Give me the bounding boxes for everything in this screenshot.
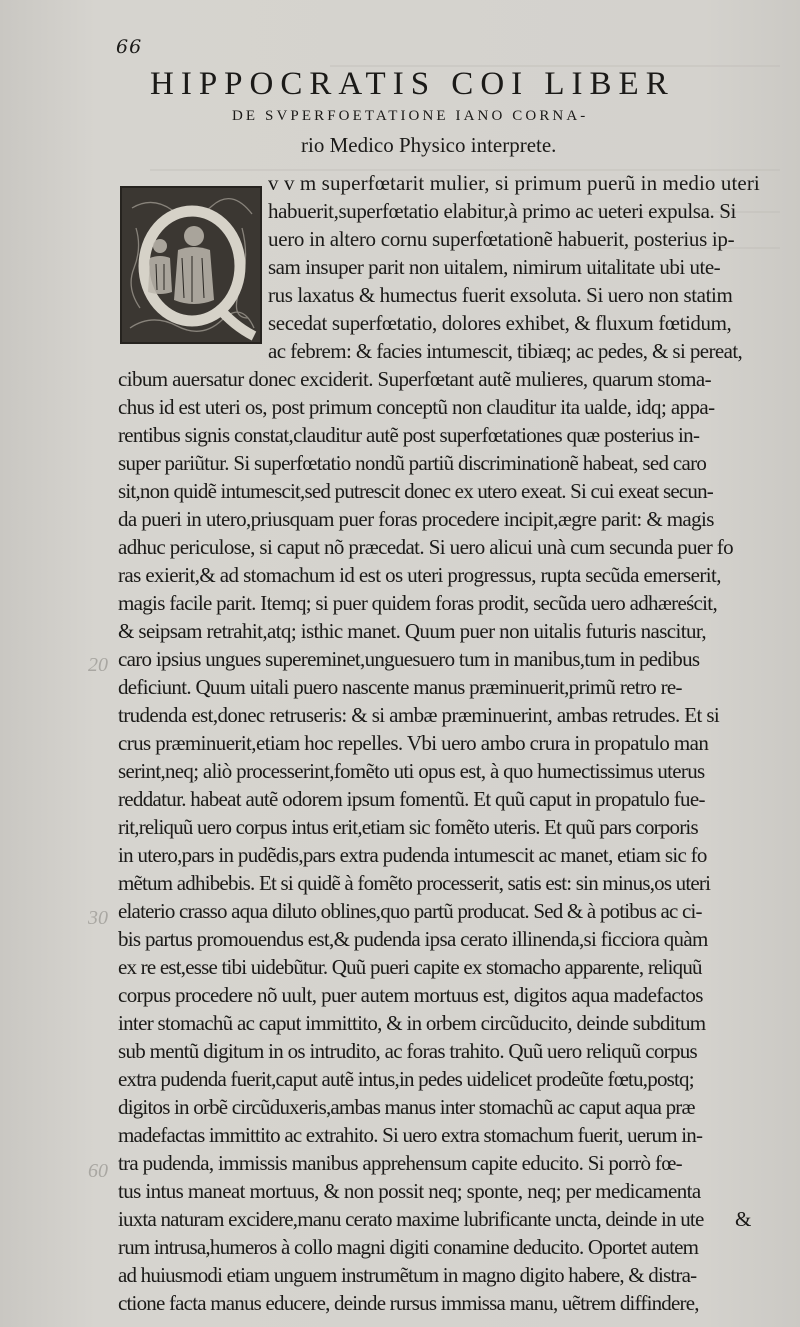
text-line: caro ipsius ungues supereminet,unguesuero tum in manibus,tum in pedibus: [118, 647, 700, 671]
margin-note: 30: [88, 907, 108, 929]
text-line: uero in altero cornu superfœtationẽ habuerit, posterius ip-: [268, 227, 735, 251]
book-title: HIPPOCRATIS COI LIBER: [150, 66, 675, 102]
text-line: & seipsam retrahit,atq; isthic manet. Quum puer non uitalis futuris nascitur,: [118, 619, 707, 643]
page-number: 66: [116, 36, 143, 58]
text-line: da pueri in utero,priusquam puer foras procedere incipit,ægre parit: & magis: [118, 507, 714, 531]
text-line: habuerit,superfœtatio elabitur,à primo ac ueteri expulsa. Si: [268, 199, 736, 223]
text-line: iuxta naturam excidere,manu cerato maxime lubrificante uncta, deinde in ute: [118, 1207, 704, 1231]
text-line: sam insuper parit non uitalem, nimirum uitalitate ubi ute-: [268, 255, 721, 279]
text-line: trudenda est,donec retruseris: & si ambæ præminuerint, ambas retrudes. Et si: [118, 703, 720, 727]
text-line: bis partus promouendus est,& pudenda ipsa cerato illinenda,si ficciora quàm: [118, 927, 708, 951]
text-line: corpus procedere nõ uult, puer autem mortuus est, digitos aqua madefactos: [118, 983, 703, 1007]
text-line: ras exierit,& ad stomachum id est os uteri progressus, rupta secũda emerserit,: [118, 563, 721, 587]
subtitle-line-1: DE SVPERFOETATIONE IANO CORNA-: [232, 108, 589, 124]
text-line: mẽtum adhibebis. Et si quidẽ à fomẽto processerit, satis est: sin minus,os uteri: [118, 871, 711, 895]
text-line: deficiunt. Quum uitali puero nascente manus præminuerit,primũ retro re-: [118, 675, 682, 699]
text-line: rit,reliquũ uero corpus intus erit,etiam sic fomẽto uteris. Et quũ pars corporis: [118, 815, 698, 839]
text-line: inter stomachũ ac caput immittito, & in orbem circũducito, deinde subditum: [118, 1011, 706, 1035]
text-line: tra pudenda, immissis manibus apprehensum capite educito. Si porrò fœ-: [118, 1151, 682, 1175]
text-line: ad huiusmodi etiam unguem instrumẽtum in magno digito habere, & distra-: [118, 1263, 697, 1287]
text-line: v v m superfœtarit mulier, si primum puerũ in medio uteri: [268, 171, 760, 195]
text-line: rus laxatus & humectus fuerit exsoluta. Si uero non statim: [268, 283, 733, 307]
text-line: ac febrem: & facies intumescit, tibiæq; ac pedes, & si pereat,: [268, 339, 743, 363]
margin-note: 60: [88, 1160, 108, 1182]
text-line: digitos in orbẽ circũduxeris,ambas manus inter stomachũ ac caput aqua præ: [118, 1095, 695, 1119]
catchword: &: [735, 1207, 752, 1231]
text-line: rum intrusa,humeros à collo magni digiti conamine deducito. Oportet autem: [118, 1235, 699, 1259]
text-line: elaterio crasso aqua diluto oblines,quo partũ producat. Sed & à potibus ac ci-: [118, 899, 702, 923]
text-line: reddatur. habeat autẽ odorem ipsum fomentũ. Et quũ caput in propatulo fue-: [118, 787, 705, 811]
text-line: cibum auersatur donec exciderit. Superfœtant autẽ mulieres, quarum stoma-: [118, 367, 711, 391]
text-line: in utero,pars in pudẽdis,pars extra pudenda intumescit ac manet, etiam sic fo: [118, 843, 707, 867]
decorated-initial-q: [120, 186, 262, 344]
margin-note: 20: [88, 654, 108, 676]
text-line: adhuc periculose, si caput nõ præcedat. Si uero alicui unà cum secunda puer fo: [118, 535, 734, 559]
text-line: sub mentũ digitum in os intrudito, ac foras trahito. Quũ uero reliquũ corpus: [118, 1039, 698, 1063]
text-line: tus intus maneat mortuus, & non possit neq; sponte, neq; per medicamenta: [118, 1179, 701, 1203]
woodcut-initial-illustration: [122, 188, 260, 342]
text-line: serint,neq; aliò processerint,fomẽto uti opus est, à quo humectissimus uterus: [118, 759, 705, 783]
text-line: super pariũtur. Si superfœtatio nondũ partiũ discriminationẽ habeat, sed caro: [118, 451, 707, 475]
text-line: secedat superfœtatio, dolores exhibet, & fluxum fœtidum,: [268, 311, 732, 335]
text-line: ctione facta manus educere, deinde rursus immissa manu, uẽtrem diffindere,: [118, 1291, 699, 1315]
text-line: rentibus signis constat,clauditur autẽ post superfœtationes quæ posterius in-: [118, 423, 700, 447]
text-line: madefactas immittito ac extrahito. Si uero extra stomachum fuerit, uerum in-: [118, 1123, 703, 1147]
text-line: chus id est uteri os, post primum conceptũ non clauditur ita ualde, idq; appa-: [118, 395, 715, 419]
subtitle-line-2: rio Medico Physico interprete.: [301, 133, 557, 157]
text-line: magis facile parit. Itemq; si puer quidem foras prodit, secũda uero adhæreścit,: [118, 591, 717, 615]
text-line: crus præminuerit,etiam hoc repelles. Vbi uero ambo crura in propatulo man: [118, 731, 709, 755]
text-line: extra pudenda fuerit,caput autẽ intus,in pedes uidelicet prodeũte fœtu,postq;: [118, 1067, 694, 1091]
text-line: sit,non quidẽ intumescit,sed putrescit donec ex utero exeat. Si cui exeat secun-: [118, 479, 713, 503]
text-line: ex re est,esse tibi uidebũtur. Quũ pueri capite ex stomacho apparente, reliquũ: [118, 955, 702, 979]
